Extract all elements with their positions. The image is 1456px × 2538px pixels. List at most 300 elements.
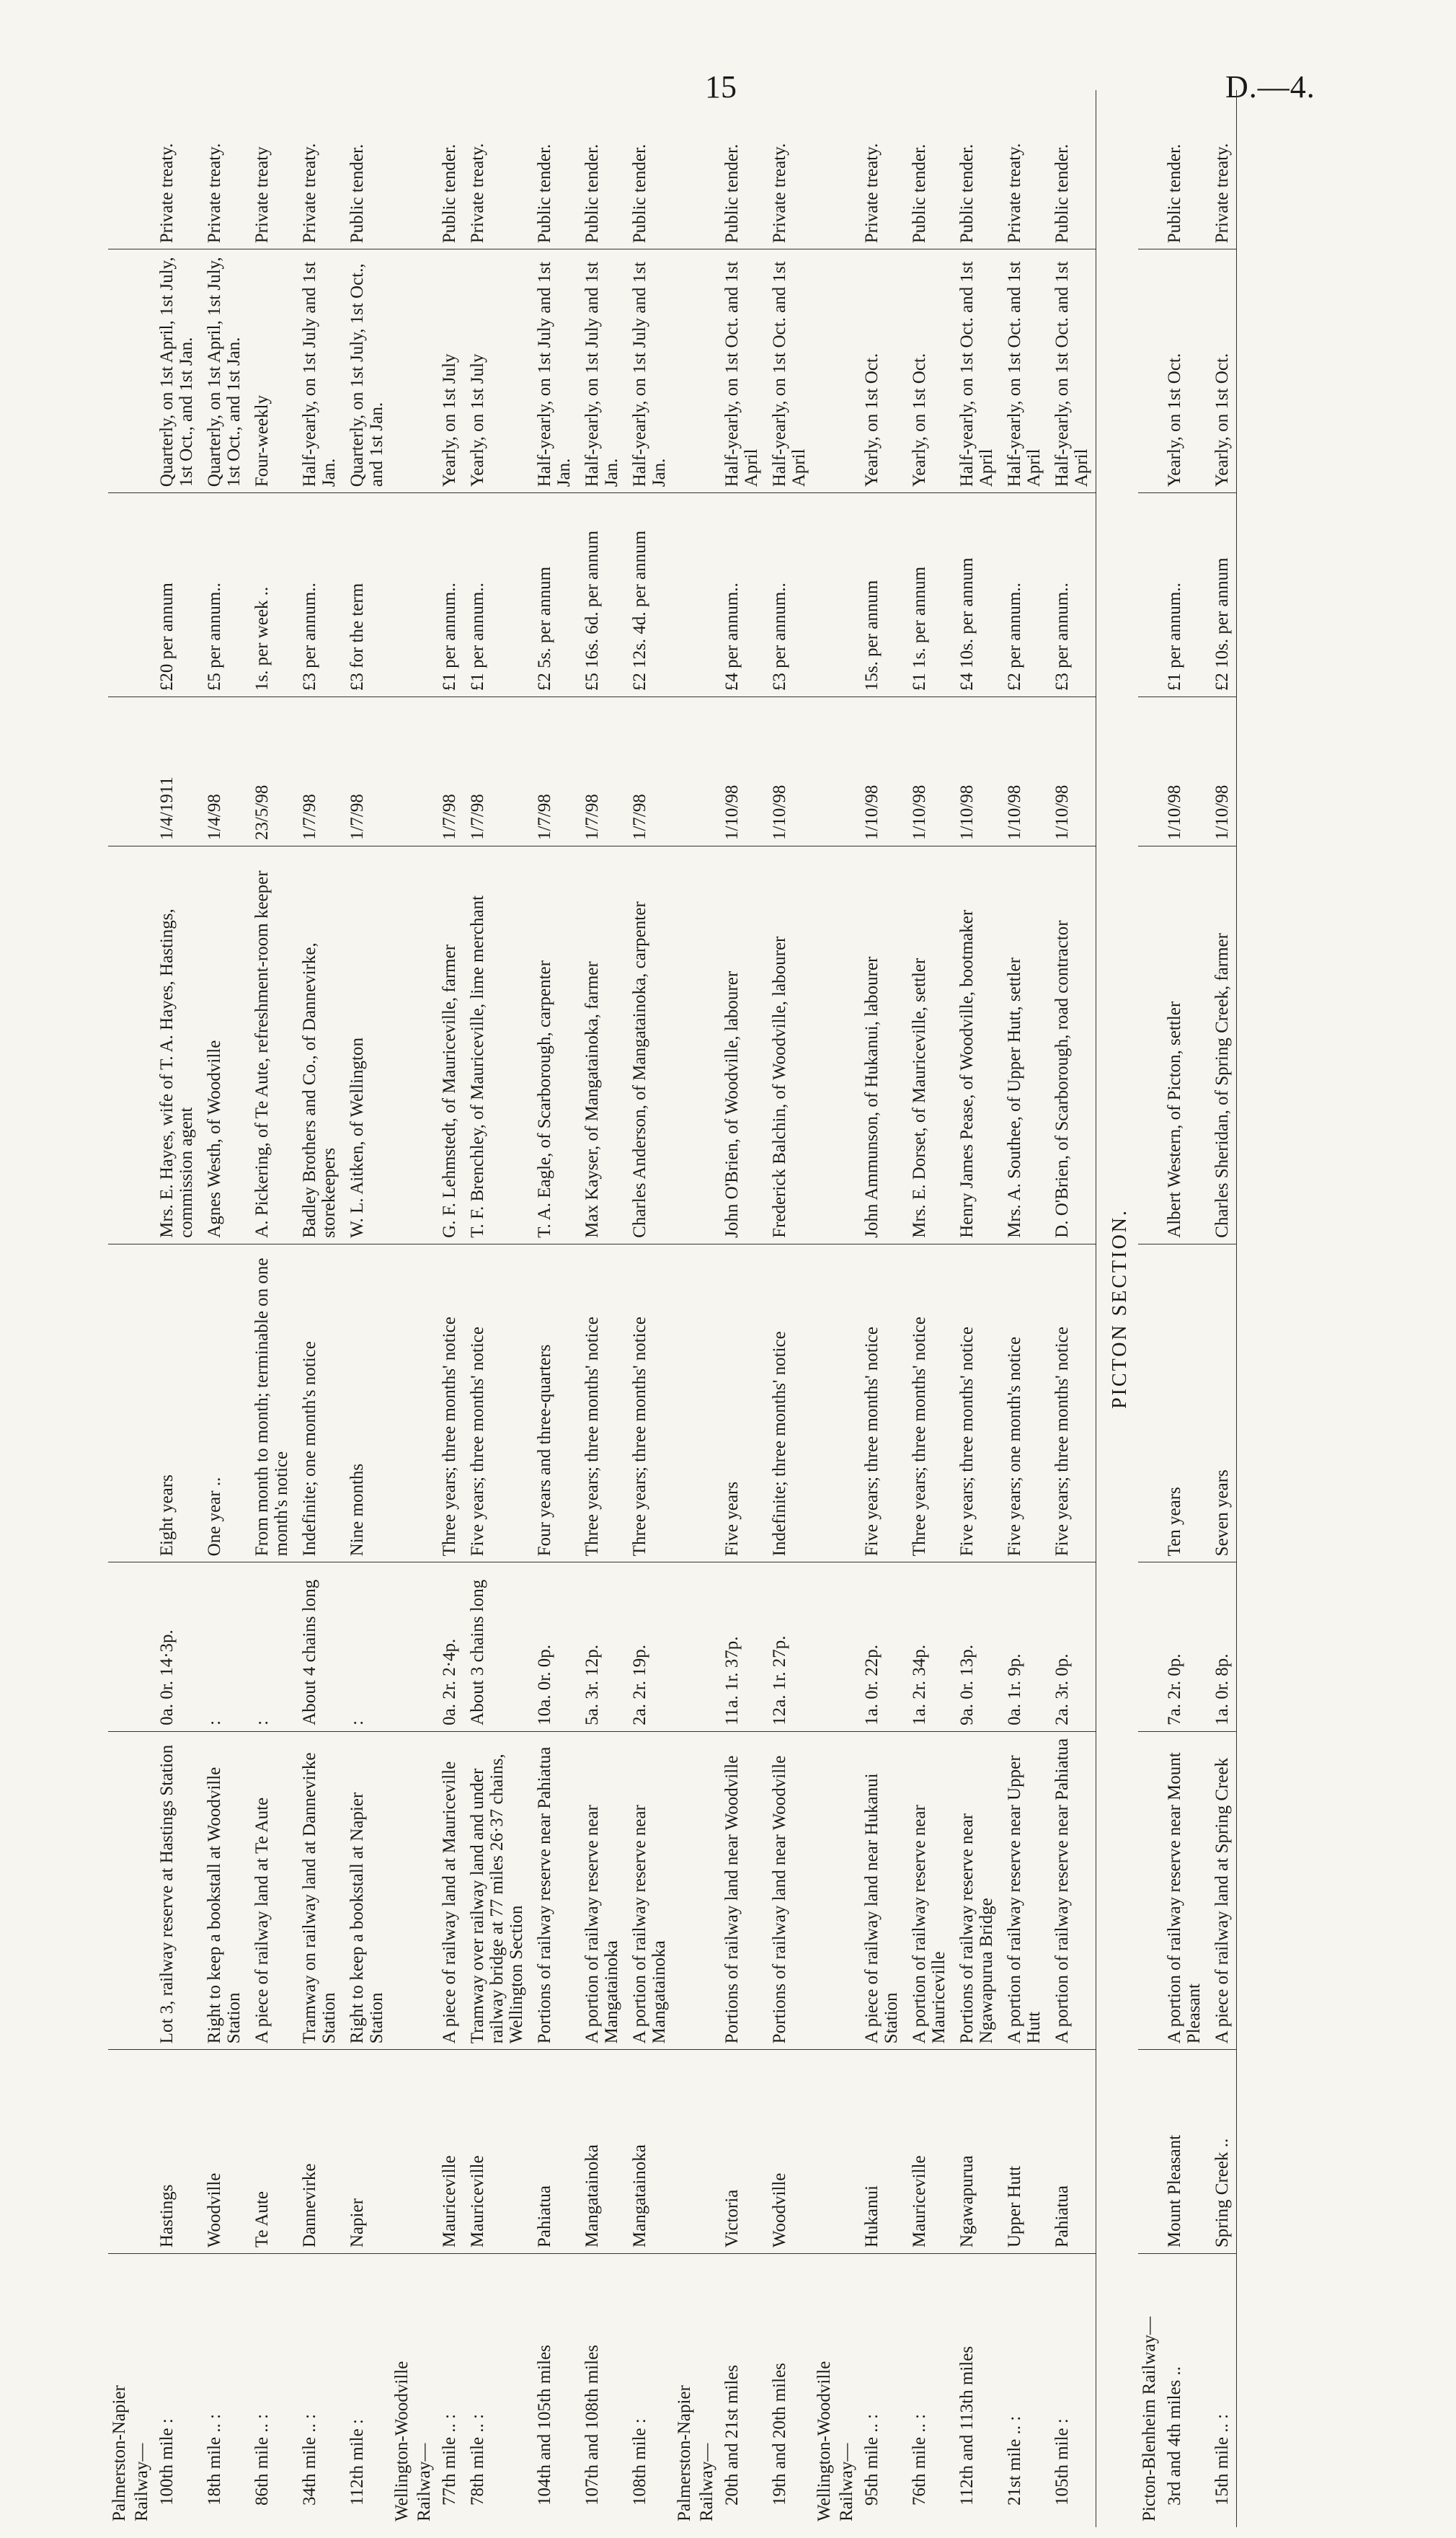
table-row [1000, 90, 1048, 2527]
station-cell: Mauriceville [435, 2050, 463, 2254]
payable-cell: Half-yearly, on 1st July and 1st Jan. [531, 249, 578, 493]
empty-cell [1138, 1244, 1160, 1562]
payable-cell: Half-yearly, on 1st July and 1st Jan. [578, 249, 626, 493]
empty-cell [813, 1244, 835, 1562]
mileage-cell: 76th mile .. : [910, 2413, 929, 2506]
group-heading-row [391, 90, 413, 2527]
table-row [765, 90, 813, 2527]
empty-cell [813, 1562, 835, 1732]
empty-cell [673, 846, 696, 1244]
how-let-cell: Public tender. [1160, 90, 1208, 249]
description-cell: Portions of railway land near Woodville [765, 1731, 813, 2049]
term-cell: Indefinite; one month's notice [296, 1244, 343, 1562]
payable-cell: Yearly, on 1st Oct. [905, 249, 953, 493]
empty-cell [813, 846, 835, 1244]
empty-cell [673, 1731, 696, 2049]
lessee-cell: W. L. Aitken, of Wellington [343, 846, 391, 1244]
empty-cell [413, 1244, 435, 1562]
empty-cell [835, 697, 858, 846]
table-row [343, 90, 391, 2527]
empty-cell [108, 493, 130, 697]
station-cell: Pahiatua [531, 2050, 578, 2254]
term-cell: Four years and three-quarters [531, 1244, 578, 1562]
term-cell: Nine months [343, 1244, 391, 1562]
table-row [1048, 90, 1096, 2527]
empty-cell [696, 1244, 718, 1562]
area-cell: About 3 chains long [463, 1562, 531, 1732]
empty-cell [391, 697, 413, 846]
empty-cell [130, 249, 153, 493]
area-cell: 2a. 2r. 19p. [626, 1562, 673, 1732]
payable-cell: Yearly, on 1st July [435, 249, 463, 493]
empty-cell [130, 493, 153, 697]
empty-cell [813, 697, 835, 846]
payable-cell: Half-yearly, on 1st Oct. and 1st April [765, 249, 813, 493]
how-let-cell: Public tender. [435, 90, 463, 249]
table-row [626, 90, 673, 2527]
how-let-cell: Public tender. [578, 90, 626, 249]
description-cell: A portion of railway reserve near Mauriceville [905, 1731, 953, 2049]
lessee-cell: Badley Brothers and Co., of Dannevirke, storekeepers [296, 846, 343, 1244]
empty-cell [391, 493, 413, 697]
payable-cell: Half-yearly, on 1st Oct. and 1st April [1048, 249, 1096, 493]
empty-cell [835, 493, 858, 697]
commencement-cell: 1/7/98 [343, 697, 391, 846]
station-cell: Mauriceville [905, 2050, 953, 2254]
commencement-cell: 1/10/98 [905, 697, 953, 846]
commencement-cell: 1/10/98 [718, 697, 765, 846]
rental-cell: £2 12s. 4d. per annum [626, 493, 673, 697]
lessee-cell: A. Pickering, of Te Aute, refreshment-room keeper [248, 846, 296, 1244]
station-cell: Spring Creek .. [1208, 2050, 1237, 2254]
station-cell: Hukanui [858, 2050, 905, 2254]
empty-cell [813, 2050, 835, 2254]
commencement-cell: 1/10/98 [1208, 697, 1237, 846]
empty-cell [391, 1731, 413, 2049]
table-row [578, 90, 626, 2527]
mileage-cell: 86th mile .. : [252, 2413, 272, 2506]
payable-cell: Yearly, on 1st Oct. [1160, 249, 1208, 493]
table-row [531, 90, 578, 2527]
rental-cell: £1 1s. per annum [905, 493, 953, 697]
area-cell: 1a. 0r. 8p. [1208, 1562, 1237, 1732]
mileage-cell: 19th and 20th miles [770, 2363, 789, 2506]
commencement-cell: 1/4/98 [200, 697, 248, 846]
empty-cell [413, 90, 435, 249]
empty-cell [391, 90, 413, 249]
empty-cell [696, 493, 718, 697]
term-cell: Five years; one month's notice [1000, 1244, 1048, 1562]
empty-cell [413, 249, 435, 493]
rental-cell: £3 for the term [343, 493, 391, 697]
area-cell: 7a. 2r. 0p. [1160, 1562, 1208, 1732]
area-cell: 9a. 0r. 13p. [953, 1562, 1000, 1732]
how-let-cell: Private treaty [248, 90, 296, 249]
lessee-cell: Max Kayser, of Mangatainoka, farmer [578, 846, 626, 1244]
empty-cell [108, 846, 130, 1244]
description-cell: A piece of railway land at Te Aute [248, 1731, 296, 2049]
section-title-row [1096, 90, 1139, 2527]
empty-cell [813, 249, 835, 493]
empty-cell [108, 90, 130, 249]
group-heading: Picton-Blenheim Railway— [1140, 2317, 1160, 2521]
mileage-cell: 112th mile : [347, 2419, 367, 2506]
how-let-cell: Public tender. [1048, 90, 1096, 249]
station-cell: Mangatainoka [626, 2050, 673, 2254]
mileage-cell: 18th mile .. : [205, 2413, 224, 2506]
empty-cell [1138, 697, 1160, 846]
table-row [248, 90, 296, 2527]
how-let-cell: Public tender. [531, 90, 578, 249]
empty-cell [696, 249, 718, 493]
empty-cell [413, 1562, 435, 1732]
empty-cell [391, 2050, 413, 2254]
empty-cell [673, 1244, 696, 1562]
payable-cell: Half-yearly, on 1st Oct. and 1st April [1000, 249, 1048, 493]
description-cell: Tramway over railway land and under railway bridge at 77 miles 26·37 chains, Wellington Section [463, 1731, 531, 2049]
station-cell: Upper Hutt [1000, 2050, 1048, 2254]
empty-cell [391, 249, 413, 493]
empty-cell [391, 1244, 413, 1562]
rental-cell: £4 10s. per annum [953, 493, 1000, 697]
how-let-cell: Private treaty. [296, 90, 343, 249]
term-cell: Eight years [153, 1244, 200, 1562]
empty-cell [1138, 1731, 1160, 2049]
description-cell: A portion of railway reserve near Mangatainoka [626, 1731, 673, 2049]
group-heading-row [130, 90, 153, 2527]
group-heading-row [673, 90, 696, 2527]
lessee-cell: Charles Sheridan, of Spring Creek, farmer [1208, 846, 1237, 1244]
empty-cell [835, 1244, 858, 1562]
area-cell: 2a. 3r. 0p. [1048, 1562, 1096, 1732]
rental-cell: £3 per annum.. [1048, 493, 1096, 697]
group-heading-row [108, 90, 130, 2527]
commencement-cell: 1/10/98 [953, 697, 1000, 846]
commencement-cell: 1/7/98 [463, 697, 531, 846]
empty-cell [413, 1731, 435, 2049]
empty-cell [130, 2050, 153, 2254]
payable-cell: Yearly, on 1st Oct. [1208, 249, 1237, 493]
empty-cell [130, 1731, 153, 2049]
table-row [858, 90, 905, 2527]
commencement-cell: 23/5/98 [248, 697, 296, 846]
term-cell: Five years; three months' notice [1048, 1244, 1096, 1562]
area-cell: 10a. 0r. 0p. [531, 1562, 578, 1732]
area-cell: 0a. 0r. 14·3p. [153, 1562, 200, 1732]
empty-cell [835, 846, 858, 1244]
station-cell: Hastings [153, 2050, 200, 2254]
how-let-cell: Public tender. [905, 90, 953, 249]
description-cell: Portions of railway land near Woodville [718, 1731, 765, 2049]
description-cell: A portion of railway reserve near Mangatainoka [578, 1731, 626, 2049]
empty-cell [673, 697, 696, 846]
group-heading: Railway— [837, 2443, 856, 2521]
mileage-cell: 104th and 105th miles [535, 2345, 554, 2506]
how-let-cell: Private treaty. [765, 90, 813, 249]
description-cell: A piece of railway land at Spring Creek [1208, 1731, 1237, 2049]
mileage-cell: 105th mile : [1048, 2254, 1096, 2527]
rental-cell: £2 10s. per annum [1208, 493, 1237, 697]
empty-cell [1138, 846, 1160, 1244]
how-let-cell: Private treaty. [858, 90, 905, 249]
station-cell: Pahiatua [1048, 2050, 1096, 2254]
empty-cell [696, 1562, 718, 1732]
station-cell: Te Aute [248, 2050, 296, 2254]
description-cell: A portion of railway reserve near Pahiatua [1048, 1731, 1096, 2049]
description-cell: Portions of railway reserve near Pahiatua [531, 1731, 578, 2049]
rental-cell: £2 5s. per annum [531, 493, 578, 697]
lessee-cell: John O'Brien, of Woodville, labourer [718, 846, 765, 1244]
term-cell: Three years; three months' notice [435, 1244, 463, 1562]
group-heading-row [696, 90, 718, 2527]
how-let-cell: Private treaty. [200, 90, 248, 249]
mileage-cell: 108th mile : [630, 2418, 649, 2506]
term-cell: Five years; three months' notice [463, 1244, 531, 1562]
table-row [1208, 90, 1237, 2527]
payable-cell: Yearly, on 1st July [463, 249, 531, 493]
payable-cell: Quarterly, on 1st July, 1st Oct., and 1st Jan. [343, 249, 391, 493]
commencement-cell: 1/10/98 [1160, 697, 1208, 846]
lessee-cell: D. O'Brien, of Scarborough, road contractor [1048, 846, 1096, 1244]
table-row [1160, 90, 1208, 2527]
rental-cell: £4 per annum.. [718, 493, 765, 697]
mileage-cell: 78th mile .. : [468, 2413, 487, 2506]
rotated-lease-table [108, 90, 1348, 2527]
empty-cell [130, 697, 153, 846]
mileage-cell: 100th mile : [157, 2418, 177, 2506]
empty-cell [673, 90, 696, 249]
empty-cell [1138, 493, 1160, 697]
how-let-cell: Private treaty. [463, 90, 531, 249]
how-let-cell: Public tender. [343, 90, 391, 249]
empty-cell [673, 249, 696, 493]
commencement-cell: 1/10/98 [765, 697, 813, 846]
area-cell: 0a. 2r. 2·4p. [435, 1562, 463, 1732]
lessee-cell: T. F. Brenchley, of Mauriceville, lime merchant [463, 846, 531, 1244]
empty-cell [813, 90, 835, 249]
empty-cell [835, 90, 858, 249]
area-cell: About 4 chains long [296, 1562, 343, 1732]
mileage-cell: 95th mile .. : [862, 2413, 882, 2506]
description-cell: Tramway on railway land at Dannevirke Station [296, 1731, 343, 2049]
commencement-cell: 1/10/98 [1000, 697, 1048, 846]
mileage-cell: 15th mile .. : [1208, 2254, 1237, 2527]
lessee-cell: Mrs. A. Southee, of Upper Hutt, settler [1000, 846, 1048, 1244]
description-cell: Right to keep a bookstall at Napier Station [343, 1731, 391, 2049]
term-cell: Five years; three months' notice [858, 1244, 905, 1562]
rental-cell: 15s. per annum [858, 493, 905, 697]
term-cell: Three years; three months' notice [905, 1244, 953, 1562]
description-cell: A piece of railway land near Hukanui Station [858, 1731, 905, 2049]
table-row [463, 90, 531, 2527]
rental-cell: £5 per annum.. [200, 493, 248, 697]
empty-cell [673, 2050, 696, 2254]
description-cell: Portions of railway reserve near Ngawapurua Bridge [953, 1731, 1000, 2049]
area-cell: : [200, 1562, 248, 1732]
table-row [296, 90, 343, 2527]
payable-cell: Half-yearly, on 1st Oct. and 1st April [953, 249, 1000, 493]
empty-cell [696, 846, 718, 1244]
rental-cell: £2 per annum.. [1000, 493, 1048, 697]
how-let-cell: Public tender. [626, 90, 673, 249]
rental-cell: £3 per annum.. [765, 493, 813, 697]
empty-cell [696, 90, 718, 249]
area-cell: 11a. 1r. 37p. [718, 1562, 765, 1732]
table-row [905, 90, 953, 2527]
payable-cell: Four-weekly [248, 249, 296, 493]
commencement-cell: 1/7/98 [296, 697, 343, 846]
payable-cell: Half-yearly, on 1st Oct. and 1st April [718, 249, 765, 493]
empty-cell [696, 1731, 718, 2049]
empty-cell [108, 1731, 130, 2049]
rental-cell: £1 per annum.. [435, 493, 463, 697]
term-cell: Five years [718, 1244, 765, 1562]
group-heading: Railway— [697, 2443, 716, 2521]
description-cell: A portion of railway reserve near Upper Hutt [1000, 1731, 1048, 2049]
lessee-cell: T. A. Eagle, of Scarborough, carpenter [531, 846, 578, 1244]
area-cell: 1a. 2r. 34p. [905, 1562, 953, 1732]
area-cell: 5a. 3r. 12p. [578, 1562, 626, 1732]
empty-cell [1138, 2050, 1160, 2254]
empty-cell [835, 1562, 858, 1732]
empty-cell [130, 90, 153, 249]
empty-cell [108, 249, 130, 493]
table-row [200, 90, 248, 2527]
term-cell: One year .. [200, 1244, 248, 1562]
lessee-cell: Agnes Westh, of Woodville [200, 846, 248, 1244]
station-cell: Victoria [718, 2050, 765, 2254]
description-cell: Right to keep a bookstall at Woodville Station [200, 1731, 248, 2049]
empty-cell [835, 2050, 858, 2254]
area-cell: 1a. 0r. 22p. [858, 1562, 905, 1732]
how-let-cell: Private treaty. [1000, 90, 1048, 249]
lessee-cell: John Ammunson, of Hukanui, labourer [858, 846, 905, 1244]
commencement-cell: 1/10/98 [1048, 697, 1096, 846]
group-heading: Wellington-Woodville [392, 2361, 412, 2521]
how-let-cell: Public tender. [718, 90, 765, 249]
lessee-cell: G. F. Lehmstedt, of Mauriceville, farmer [435, 846, 463, 1244]
station-cell: Ngawapurua [953, 2050, 1000, 2254]
term-cell: From month to month; terminable on one month's notice [248, 1244, 296, 1562]
rental-cell: £1 per annum.. [1160, 493, 1208, 697]
table-row [953, 90, 1000, 2527]
payable-cell: Quarterly, on 1st April, 1st July, 1st Oct., and 1st Jan. [200, 249, 248, 493]
commencement-cell: 1/7/98 [626, 697, 673, 846]
empty-cell [108, 697, 130, 846]
table-row [435, 90, 463, 2527]
area-cell: 12a. 1r. 27p. [765, 1562, 813, 1732]
empty-cell [130, 1244, 153, 1562]
empty-cell [413, 2050, 435, 2254]
group-heading: Railway— [414, 2443, 434, 2521]
group-heading-row [835, 90, 858, 2527]
commencement-cell: 1/4/1911 [153, 697, 200, 846]
group-heading-row [1138, 90, 1160, 2527]
how-let-cell: Private treaty. [153, 90, 200, 249]
empty-cell [813, 1731, 835, 2049]
term-cell: Five years; three months' notice [953, 1244, 1000, 1562]
lessee-cell: Charles Anderson, of Mangatainoka, carpenter [626, 846, 673, 1244]
payable-cell: Half-yearly, on 1st July and 1st Jan. [626, 249, 673, 493]
document-reference: D.—4. [1225, 69, 1315, 105]
page-number: 15 [705, 69, 737, 105]
description-cell: A portion of railway reserve near Mount Pleasant [1160, 1731, 1208, 2049]
empty-cell [108, 1244, 130, 1562]
empty-cell [130, 846, 153, 1244]
mileage-cell: 20th and 21st miles [722, 2364, 742, 2506]
empty-cell [130, 1562, 153, 1732]
lessee-cell: Mrs. E. Hayes, wife of T. A. Hayes, Hastings, commission agent [153, 846, 200, 1244]
commencement-cell: 1/7/98 [578, 697, 626, 846]
mileage-cell: 107th and 108th miles [582, 2345, 602, 2506]
empty-cell [391, 1562, 413, 1732]
mileage-cell: 21st mile .. : [1005, 2415, 1024, 2506]
how-let-cell: Public tender. [953, 90, 1000, 249]
empty-cell [1138, 1562, 1160, 1732]
empty-cell [696, 2050, 718, 2254]
payable-cell: Yearly, on 1st Oct. [858, 249, 905, 493]
description-cell: A piece of railway land at Mauriceville [435, 1731, 463, 2049]
rental-cell: 1s. per week .. [248, 493, 296, 697]
empty-cell [1138, 249, 1160, 493]
empty-cell [673, 1562, 696, 1732]
mileage-cell: 77th mile .. : [440, 2413, 459, 2506]
empty-cell [413, 493, 435, 697]
station-cell: Napier [343, 2050, 391, 2254]
how-let-cell: Private treaty. [1208, 90, 1237, 249]
area-cell: : [248, 1562, 296, 1732]
payable-cell: Half-yearly, on 1st July and 1st Jan. [296, 249, 343, 493]
group-heading: Wellington-Woodville [814, 2361, 834, 2521]
empty-cell [835, 249, 858, 493]
term-cell: Seven years [1208, 1244, 1237, 1562]
payable-cell: Quarterly, on 1st April, 1st July, 1st Oct., and 1st Jan. [153, 249, 200, 493]
area-cell: : [343, 1562, 391, 1732]
rental-cell: £5 16s. 6d. per annum [578, 493, 626, 697]
rental-cell: £20 per annum [153, 493, 200, 697]
term-cell: Indefinite; three months' notice [765, 1244, 813, 1562]
station-cell: Mauriceville [463, 2050, 531, 2254]
station-cell: Mangatainoka [578, 2050, 626, 2254]
station-cell: Woodville [765, 2050, 813, 2254]
group-heading: Railway— [132, 2443, 151, 2521]
station-cell: Woodville [200, 2050, 248, 2254]
mileage-cell: 112th and 113th miles [957, 2345, 977, 2506]
mileage-cell: 3rd and 4th miles .. [1165, 2366, 1185, 2506]
empty-cell [391, 846, 413, 1244]
area-cell: 0a. 1r. 9p. [1000, 1562, 1048, 1732]
station-cell: Dannevirke [296, 2050, 343, 2254]
group-heading-row [813, 90, 835, 2527]
table-row [718, 90, 765, 2527]
group-heading: Palmerston-Napier [110, 2385, 129, 2521]
commencement-cell: 1/7/98 [435, 697, 463, 846]
mileage-cell: 34th mile .. : [300, 2413, 319, 2506]
description-cell: Lot 3, railway reserve at Hastings Station [153, 1731, 200, 2049]
railway-leases-table [108, 90, 1237, 2527]
group-heading: Palmerston-Napier [675, 2385, 694, 2521]
group-heading-row [413, 90, 435, 2527]
table-row [153, 90, 200, 2527]
empty-cell [696, 697, 718, 846]
rental-cell: £1 per annum.. [463, 493, 531, 697]
commencement-cell: 1/7/98 [531, 697, 578, 846]
empty-cell [835, 1731, 858, 2049]
lessee-cell: Frederick Balchin, of Woodville, labourer [765, 846, 813, 1244]
empty-cell [413, 846, 435, 1244]
term-cell: Three years; three months' notice [578, 1244, 626, 1562]
section-title: PICTON SECTION. [1109, 1208, 1131, 1409]
